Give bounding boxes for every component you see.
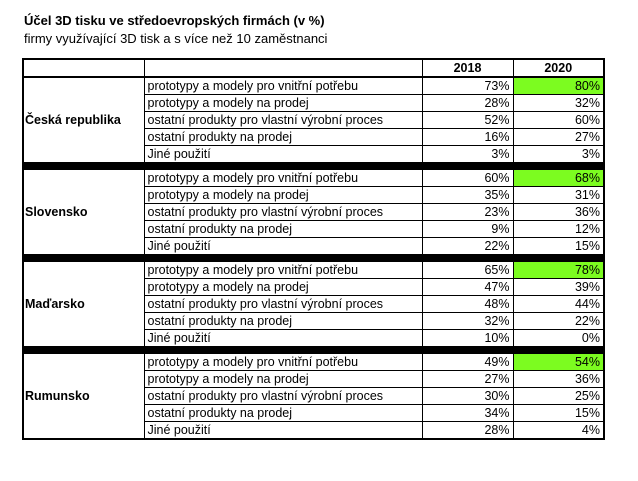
value-2020-cell: 15% (513, 405, 604, 422)
country-label: Slovensko (23, 170, 144, 255)
value-2018-cell: 49% (422, 354, 513, 371)
purpose-cell: ostatní produkty na prodej (144, 313, 422, 330)
table-row (23, 354, 604, 371)
page-subtitle: firmy využívající 3D tisk a s více než 10 zaměstnanci (24, 31, 328, 46)
header-empty-cell (23, 59, 144, 77)
purpose-cell: prototypy a modely na prodej (144, 279, 422, 296)
value-2018-cell: 28% (422, 95, 513, 112)
page-title: Účel 3D tisku ve středoevropských firmách (v %) (24, 13, 325, 28)
table-row (23, 170, 604, 187)
value-2018-cell: 35% (422, 187, 513, 204)
value-2020-cell: 12% (513, 221, 604, 238)
separator-cell (23, 347, 604, 354)
value-2018-cell: 3% (422, 146, 513, 163)
value-2018-cell: 34% (422, 405, 513, 422)
purpose-cell: prototypy a modely na prodej (144, 371, 422, 388)
purpose-cell: prototypy a modely pro vnitřní potřebu (144, 170, 422, 187)
separator-cell (23, 163, 604, 170)
value-2020-cell: 15% (513, 238, 604, 255)
purpose-cell: ostatní produkty pro vlastní výrobní proces (144, 388, 422, 405)
value-2018-cell: 10% (422, 330, 513, 347)
purpose-cell: Jiné použití (144, 422, 422, 440)
purpose-cell: Jiné použití (144, 146, 422, 163)
data-table-wrapper (22, 58, 603, 440)
purpose-cell: ostatní produkty na prodej (144, 129, 422, 146)
purpose-cell: prototypy a modely pro vnitřní potřebu (144, 77, 422, 95)
value-2018-cell: 47% (422, 279, 513, 296)
country-label: Maďarsko (23, 262, 144, 347)
header-empty-cell (144, 59, 422, 77)
value-2018-cell: 22% (422, 238, 513, 255)
country-label: Česká republika (23, 77, 144, 163)
purpose-cell: ostatní produkty pro vlastní výrobní proces (144, 112, 422, 129)
value-2020-cell: 32% (513, 95, 604, 112)
purpose-cell: ostatní produkty na prodej (144, 405, 422, 422)
purpose-cell: prototypy a modely pro vnitřní potřebu (144, 262, 422, 279)
table-row (23, 77, 604, 95)
value-2018-cell: 60% (422, 170, 513, 187)
table-body (23, 59, 604, 439)
value-2018-cell: 48% (422, 296, 513, 313)
group-separator (23, 255, 604, 262)
column-header-2020: 2020 (513, 59, 604, 77)
value-2018-cell: 73% (422, 77, 513, 95)
value-2020-cell: 3% (513, 146, 604, 163)
value-2020-cell: 80% (513, 77, 604, 95)
value-2020-cell: 54% (513, 354, 604, 371)
value-2020-cell: 68% (513, 170, 604, 187)
group-separator (23, 163, 604, 170)
value-2020-cell: 36% (513, 204, 604, 221)
value-2020-cell: 44% (513, 296, 604, 313)
value-2018-cell: 32% (422, 313, 513, 330)
value-2020-cell: 39% (513, 279, 604, 296)
value-2020-cell: 0% (513, 330, 604, 347)
group-separator (23, 347, 604, 354)
country-label: Rumunsko (23, 354, 144, 440)
purpose-cell: ostatní produkty pro vlastní výrobní proces (144, 296, 422, 313)
value-2018-cell: 30% (422, 388, 513, 405)
value-2020-cell: 36% (513, 371, 604, 388)
value-2020-cell: 27% (513, 129, 604, 146)
value-2020-cell: 22% (513, 313, 604, 330)
purpose-cell: Jiné použití (144, 330, 422, 347)
column-header-2018: 2018 (422, 59, 513, 77)
separator-cell (23, 255, 604, 262)
value-2018-cell: 9% (422, 221, 513, 238)
purpose-cell: ostatní produkty na prodej (144, 221, 422, 238)
value-2018-cell: 65% (422, 262, 513, 279)
value-2018-cell: 16% (422, 129, 513, 146)
purpose-cell: prototypy a modely na prodej (144, 95, 422, 112)
purpose-cell: Jiné použití (144, 238, 422, 255)
purpose-cell: ostatní produkty pro vlastní výrobní proces (144, 204, 422, 221)
value-2020-cell: 78% (513, 262, 604, 279)
purpose-cell: prototypy a modely pro vnitřní potřebu (144, 354, 422, 371)
value-2020-cell: 25% (513, 388, 604, 405)
value-2018-cell: 23% (422, 204, 513, 221)
table-header-row (23, 59, 604, 77)
value-2018-cell: 52% (422, 112, 513, 129)
value-2020-cell: 60% (513, 112, 604, 129)
value-2020-cell: 31% (513, 187, 604, 204)
data-table (22, 58, 605, 440)
value-2020-cell: 4% (513, 422, 604, 440)
table-row (23, 262, 604, 279)
value-2018-cell: 28% (422, 422, 513, 440)
value-2018-cell: 27% (422, 371, 513, 388)
purpose-cell: prototypy a modely na prodej (144, 187, 422, 204)
